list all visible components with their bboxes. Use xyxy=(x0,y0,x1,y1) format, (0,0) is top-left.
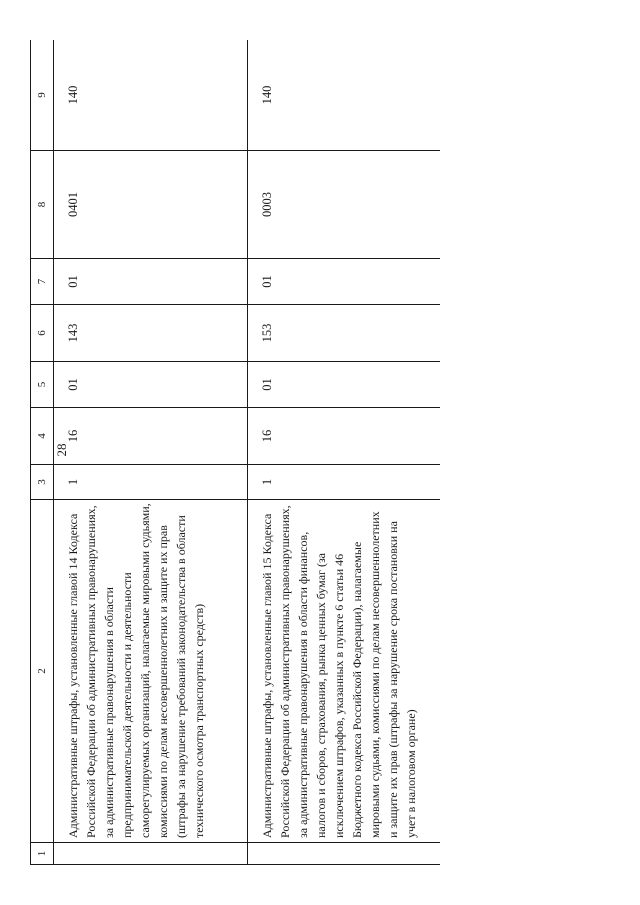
row-1-col-4: 16 xyxy=(54,408,248,465)
column-number-3: 3 xyxy=(31,465,54,500)
table-row xyxy=(54,40,248,865)
row-1-col-8: 0401 xyxy=(54,151,248,259)
row-1-col-5: 01 xyxy=(54,362,248,408)
row-2-col-1 xyxy=(248,843,441,865)
row-1-col-6: 143 xyxy=(54,305,248,362)
column-number-6: 6 xyxy=(31,305,54,362)
column-number-7: 7 xyxy=(31,259,54,305)
column-number-1: 1 xyxy=(31,843,54,865)
row-2-col-8: 0003 xyxy=(248,151,441,259)
column-number-2: 2 xyxy=(31,500,54,843)
column-number-8: 8 xyxy=(31,151,54,259)
row-1-col-7: 01 xyxy=(54,259,248,305)
row-1-description: Административные штрафы, установленные главой 14 Кодекса Российской Федерации об административных правонарушениях, за административные правонарушения в области предпринимательской деятельности и деятельности саморегулируемых организаций, налагаемые мировыми судьями, комиссиями по делам несовершеннолетних и защите их прав (штрафы за нарушение требований законодательства в области технического осмотра транспортных средств) xyxy=(54,500,248,843)
row-1-col-1 xyxy=(54,843,248,865)
table-rotation-frame xyxy=(30,40,440,865)
row-2-col-9: 140 xyxy=(248,40,441,151)
row-2-description: Административные штрафы, установленные главой 15 Кодекса Российской Федерации об административных правонарушениях, за административные правонарушения в области финансов, налогов и сборов, страхования, рынка ценных бумаг (за исключением штрафов, указанных в пункте 6 статьи 46 Бюджетного кодекса Российской Федерации), налагаемые мировыми судьями, комиссиями по делам несовершеннолетних и защите их прав (штрафы за нарушение срока постановки на учет в налоговом органе) xyxy=(248,500,441,843)
table-header-row xyxy=(31,40,54,865)
column-number-9: 9 xyxy=(31,40,54,151)
row-2-col-3: 1 xyxy=(248,465,441,500)
rotated-page-content xyxy=(30,40,440,865)
column-number-5: 5 xyxy=(31,362,54,408)
budget-classification-table xyxy=(30,40,440,865)
row-1-col-9: 140 xyxy=(54,40,248,151)
column-number-4: 4 xyxy=(31,408,54,465)
row-2-col-4: 16 xyxy=(248,408,441,465)
table-row xyxy=(248,40,441,865)
row-2-col-5: 01 xyxy=(248,362,441,408)
row-2-col-7: 01 xyxy=(248,259,441,305)
row-1-col-3: 1 xyxy=(54,465,248,500)
row-2-col-6: 153 xyxy=(248,305,441,362)
page-number: 28 xyxy=(54,443,69,457)
